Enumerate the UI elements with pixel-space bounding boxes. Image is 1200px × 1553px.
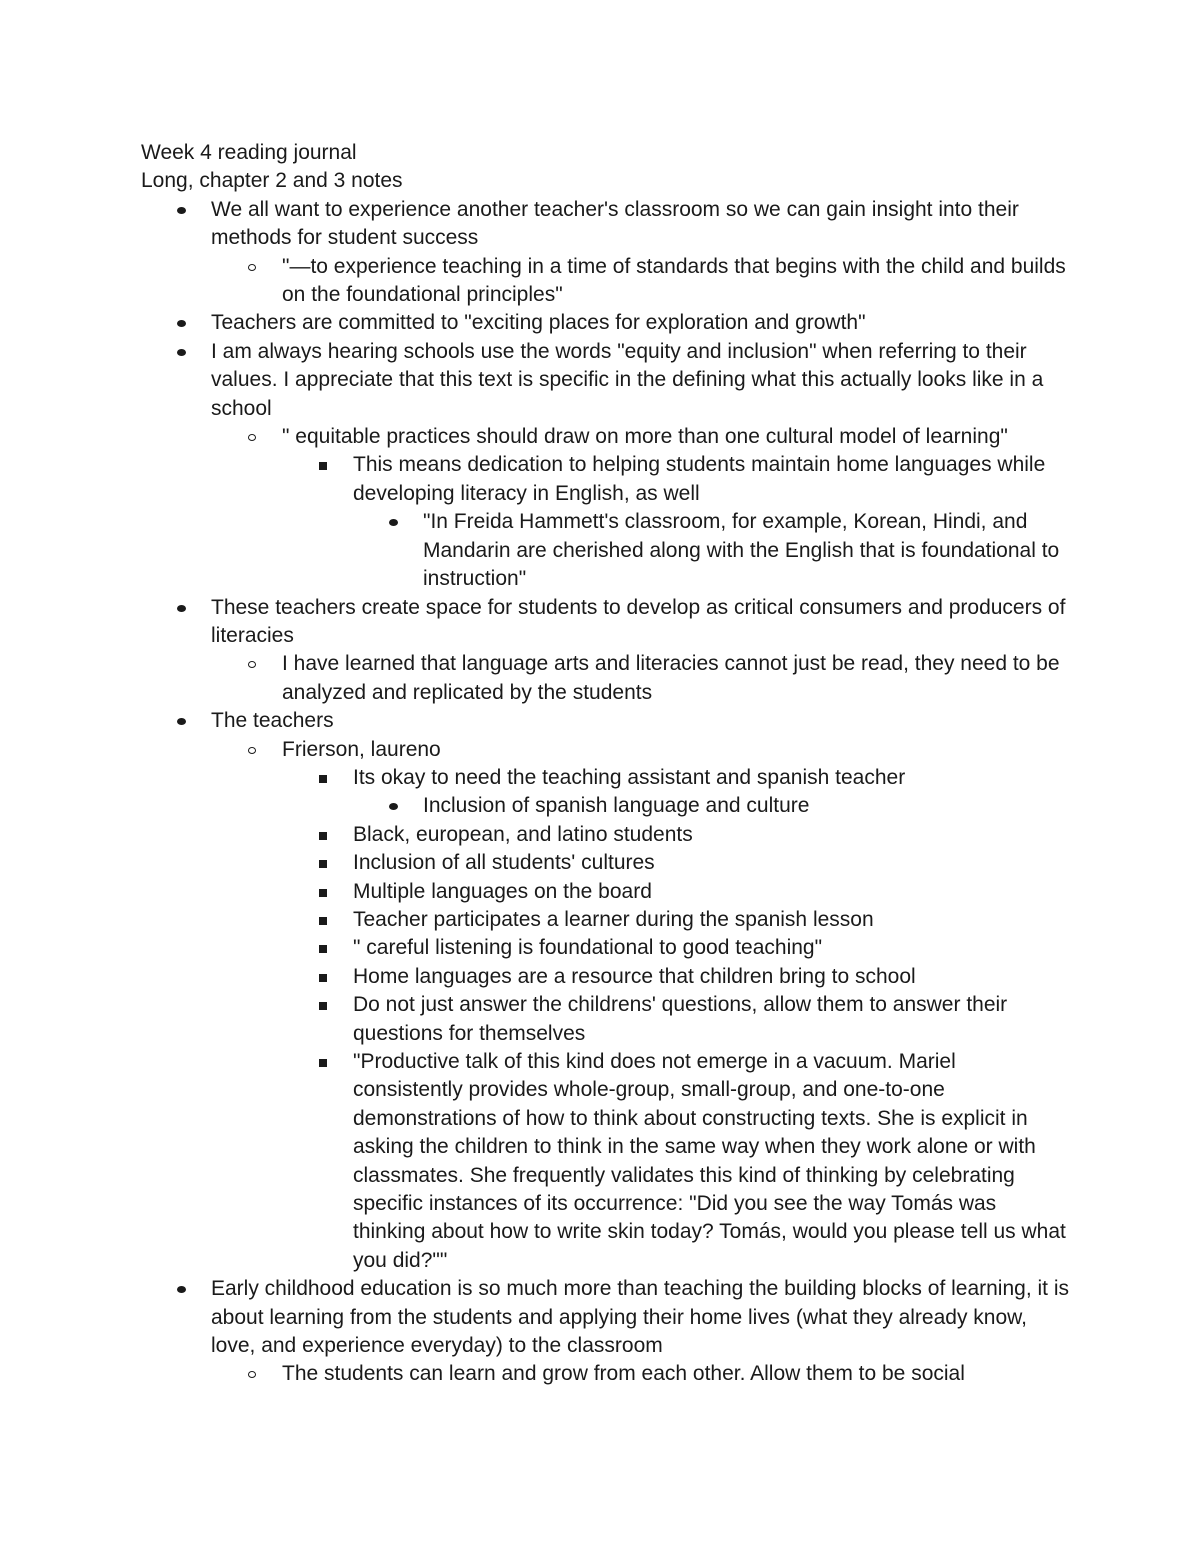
list-item xyxy=(141,309,1071,337)
list-item-text: We all want to experience another teacher's classroom so we can gain insight into their methods for student success xyxy=(211,197,1019,250)
bullet-square-icon xyxy=(319,974,327,982)
list-item-text: " careful listening is foundational to good teaching" xyxy=(353,936,823,960)
bullet-square-icon xyxy=(319,1002,327,1010)
sub-list xyxy=(282,451,1071,593)
list-item-text: Teacher participates a learner during the spanish lesson xyxy=(353,907,874,931)
list-item-text: Inclusion of spanish language and culture xyxy=(423,794,810,818)
list-item-text: The teachers xyxy=(211,709,334,733)
list-item xyxy=(211,1360,1071,1388)
list-item xyxy=(282,963,1071,991)
bullet-square-icon xyxy=(319,917,327,925)
sub-list xyxy=(211,423,1071,593)
bullet-circle-icon xyxy=(248,1371,256,1378)
bullet-square-icon xyxy=(319,832,327,840)
list-item xyxy=(282,849,1071,877)
sub-list xyxy=(353,508,1071,593)
bullet-disc-icon xyxy=(177,1286,186,1293)
bullet-disc-icon xyxy=(389,803,398,810)
bullet-square-icon xyxy=(319,462,327,470)
list-item-text: Frierson, laureno xyxy=(282,737,441,761)
bullet-disc-icon xyxy=(389,519,398,526)
list-item xyxy=(211,736,1071,1276)
list-item-text: Multiple languages on the board xyxy=(353,879,652,903)
bullet-square-icon xyxy=(319,775,327,783)
bullet-disc-icon xyxy=(177,718,186,725)
list-item xyxy=(282,934,1071,962)
list-item xyxy=(211,253,1071,310)
list-item xyxy=(141,707,1071,1275)
sub-list xyxy=(211,650,1071,707)
sub-list xyxy=(211,253,1071,310)
bullet-circle-icon xyxy=(248,434,256,441)
list-item xyxy=(211,423,1071,593)
list-item xyxy=(353,508,1071,593)
list-item xyxy=(141,196,1071,310)
list-item xyxy=(282,906,1071,934)
list-item xyxy=(141,338,1071,594)
bullet-circle-icon xyxy=(248,747,256,754)
list-item-text: Early childhood education is so much more than teaching the building blocks of learning, it is about learning from the students and applying their home lives (what they already know, love, and experience everyday) to the classroom xyxy=(211,1277,1069,1358)
list-item-text: Home languages are a resource that children bring to school xyxy=(353,964,916,988)
bullet-square-icon xyxy=(319,860,327,868)
list-item-text: I have learned that language arts and literacies cannot just be read, they need to be analyzed and replicated by the students xyxy=(282,652,1060,704)
list-item-text: "Productive talk of this kind does not emerge in a vacuum. Mariel consistently provides whole-group, small-group, and one-to-one demonstrations of how to think about constructing texts. She is explicit in asking the children to think in the same way when they work alone or with classmates. She frequently validates this kind of thinking by celebrating specific instances of its occurrence: "Did you see the way Tomás was thinking about how to write skin today? Tomás, would you please tell us what you did?"" xyxy=(353,1050,1066,1272)
bullet-square-icon xyxy=(319,945,327,953)
list-item-text: These teachers create space for students to develop as critical consumers and producers of literacies xyxy=(211,595,1066,647)
bullet-disc-icon xyxy=(177,605,186,612)
bullet-square-icon xyxy=(319,1059,327,1067)
list-item xyxy=(141,1275,1071,1389)
bullet-disc-icon xyxy=(177,349,186,356)
list-item-text: "—to experience teaching in a time of standards that begins with the child and builds on the foundational principles" xyxy=(282,254,1066,307)
list-item xyxy=(141,594,1071,708)
bullet-circle-icon xyxy=(248,264,256,271)
bullet-circle-icon xyxy=(248,661,256,668)
list-item-text: Black, european, and latino students xyxy=(353,822,693,846)
list-item-text: Teachers are committed to "exciting places for exploration and growth" xyxy=(211,311,866,335)
sub-list xyxy=(211,1360,1071,1388)
list-item-text: "In Freida Hammett's classroom, for example, Korean, Hindi, and Mandarin are cherished along with the English that is foundational to instruction" xyxy=(423,510,1060,591)
sub-list xyxy=(282,764,1071,1275)
list-item xyxy=(282,1048,1071,1275)
list-item-text: Do not just answer the childrens' questions, allow them to answer their questions for themselves xyxy=(353,993,1008,1045)
list-item-text: Inclusion of all students' cultures xyxy=(353,851,655,875)
list-item xyxy=(282,821,1071,849)
list-item xyxy=(282,451,1071,593)
list-item-text: Its okay to need the teaching assistant and spanish teacher xyxy=(353,765,906,789)
bullet-disc-icon xyxy=(177,320,186,327)
list-item-text: " equitable practices should draw on more than one cultural model of learning" xyxy=(282,425,1008,449)
list-item-text: The students can learn and grow from each other. Allow them to be social xyxy=(282,1362,965,1386)
notes-list xyxy=(141,196,1071,1389)
list-item xyxy=(282,764,1071,821)
list-item xyxy=(282,991,1071,1048)
bullet-square-icon xyxy=(319,889,327,897)
bullet-disc-icon xyxy=(177,207,186,214)
sub-list xyxy=(211,736,1071,1276)
list-item-text: This means dedication to helping students maintain home languages while developing literacy in English, as well xyxy=(353,453,1046,505)
document-body xyxy=(141,139,1071,1389)
page-title: Week 4 reading journal xyxy=(141,141,357,164)
list-item-text: I am always hearing schools use the words "equity and inclusion" when referring to their values. I appreciate that this text is specific in the defining what this actually looks like in a school xyxy=(211,339,1044,420)
page-subtitle: Long, chapter 2 and 3 notes xyxy=(141,169,403,193)
sub-list xyxy=(353,792,1071,820)
list-item xyxy=(282,878,1071,906)
list-item xyxy=(211,650,1071,707)
list-item xyxy=(353,792,1071,820)
